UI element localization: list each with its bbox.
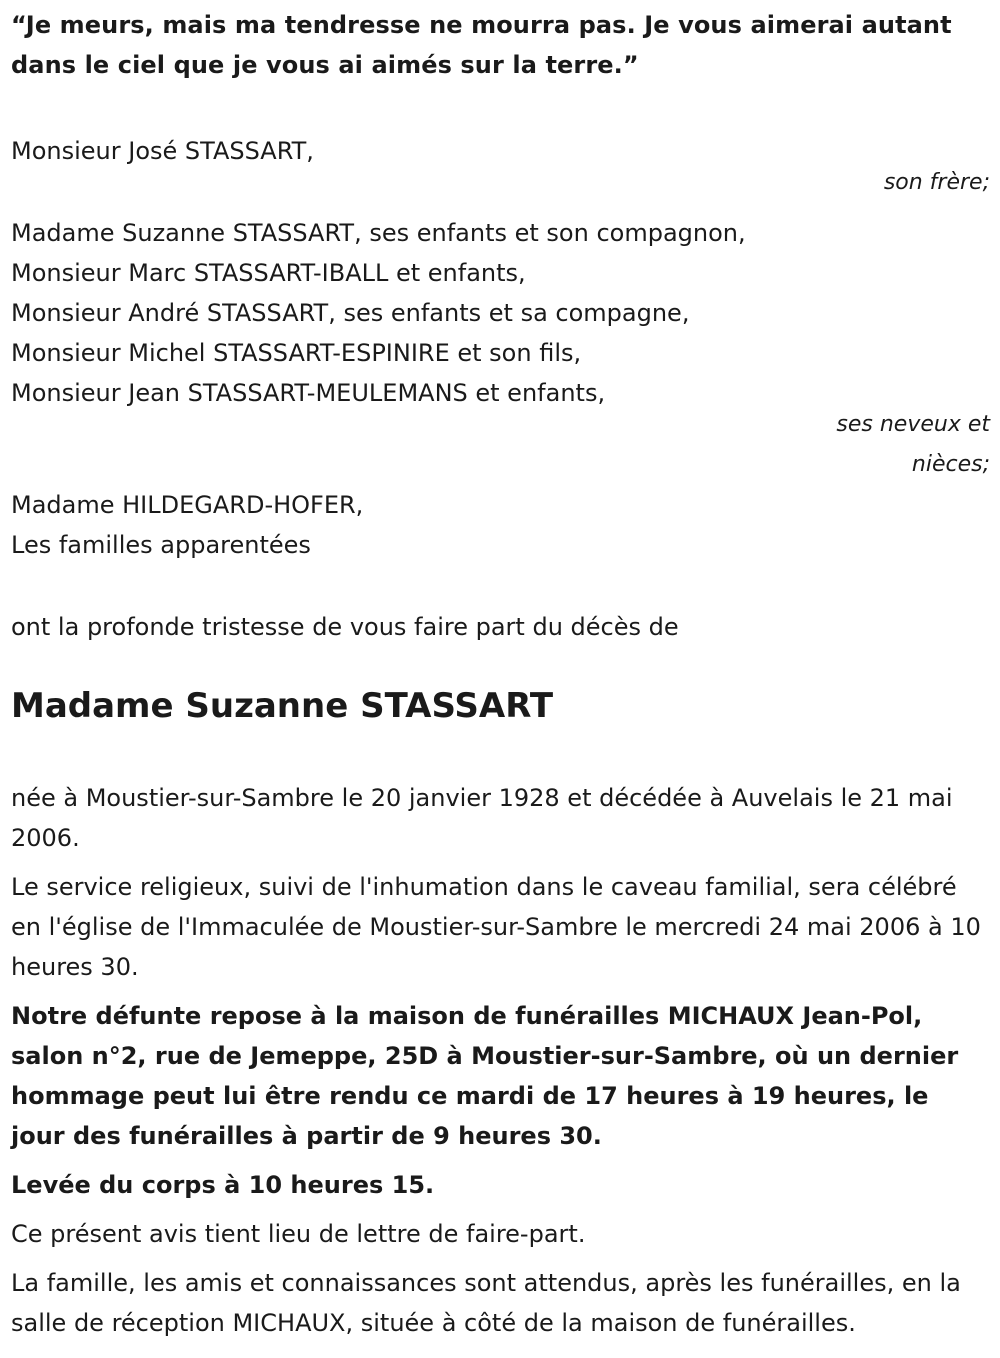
brother-name: Monsieur José STASSART, <box>11 137 314 165</box>
birth-death-paragraph: née à Moustier-sur-Sambre le 20 janvier 1928 et décédée à Auvelais le 21 mai 2006. <box>11 784 953 852</box>
deceased-name: Madame Suzanne STASSART <box>11 686 554 726</box>
reception-paragraph: La famille, les amis et connaissances sont attendus, après les funérailles, en la salle de réception MICHAUX, située à côté de la maison de funérailles. <box>11 1269 961 1337</box>
nephew-name: Monsieur Jean STASSART-MEULEMANS et enfants, <box>11 379 606 407</box>
other-name: Les familles apparentées <box>11 531 311 559</box>
brother-block <box>11 131 990 195</box>
nephew-name: Monsieur Marc STASSART-IBALL et enfants, <box>11 259 526 287</box>
repose-paragraph: Notre défunte repose à la maison de funérailles MICHAUX Jean-Pol, salon n°2, rue de Jemeppe, 25D à Moustier-sur-Sambre, où un dernier hommage peut lui être rendu ce mardi de 17 heures à 19 heures, le jour des funérailles à partir de 9 heures 30. <box>11 1002 959 1150</box>
levee-paragraph: Levée du corps à 10 heures 15. <box>11 1171 435 1199</box>
nephews-block <box>11 213 990 485</box>
service-paragraph: Le service religieux, suivi de l'inhumation dans le caveau familial, sera célébré en l'église de l'Immaculée de Moustier-sur-Sambre le mercredi 24 mai 2006 à 10 heures 30. <box>11 873 981 981</box>
nephews-role-line1: ses neveux et <box>836 412 990 437</box>
nephews-role-line2: nièces; <box>911 452 990 477</box>
brother-role: son frère; <box>883 170 990 195</box>
others-block <box>11 485 990 565</box>
announcement-text: ont la profonde tristesse de vous faire part du décès de <box>11 613 679 641</box>
spacer <box>11 85 990 131</box>
epitaph-quote: “Je meurs, mais ma tendresse ne mourra pas. Je vous aimerai autant dans le ciel que je vous ai aimés sur la terre.” <box>11 11 952 79</box>
notice-paragraph: Ce présent avis tient lieu de lettre de faire-part. <box>11 1220 586 1248</box>
spacer <box>11 565 990 607</box>
nephew-name: Madame Suzanne STASSART, ses enfants et son compagnon, <box>11 219 746 247</box>
other-name: Madame HILDEGARD-HOFER, <box>11 491 364 519</box>
nephew-name: Monsieur André STASSART, ses enfants et sa compagne, <box>11 299 690 327</box>
nephew-name: Monsieur Michel STASSART-ESPINIRE et son fils, <box>11 339 582 367</box>
